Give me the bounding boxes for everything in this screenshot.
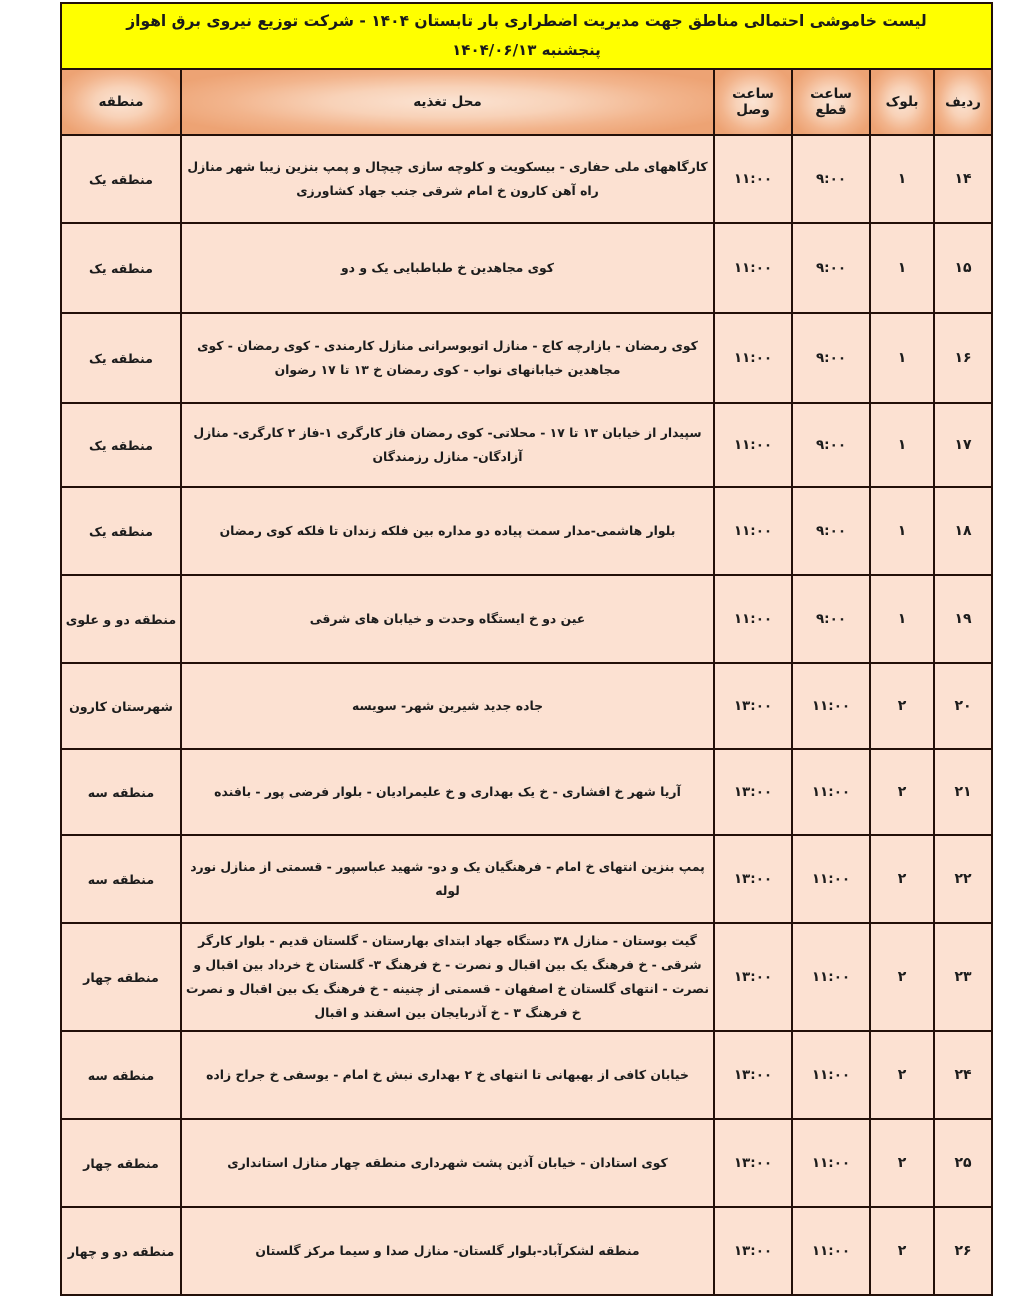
cell-blok: ۲ — [870, 835, 934, 923]
table-row — [61, 923, 992, 1031]
cell-blok: ۲ — [870, 749, 934, 835]
cell-vasl: ۱۳:۰۰ — [714, 1119, 792, 1207]
cell-radif: ۱۵ — [934, 223, 992, 313]
cell-mahal: کارگاههای ملی حفاری - بیسکویت و کلوچه سازی چیچال و پمپ بنزین زیبا شهر منازل راه آهن کارون خ امام شرقی جنب جهاد کشاورزی — [181, 135, 714, 223]
cell-vasl: ۱۱:۰۰ — [714, 135, 792, 223]
table-body — [61, 135, 992, 1295]
table-row — [61, 749, 992, 835]
cell-mahal: خیابان کافی از بهبهانی تا انتهای خ ۲ بهداری نبش خ امام - یوسفی خ جراح زاده — [181, 1031, 714, 1119]
table-row — [61, 1207, 992, 1295]
page-title: لیست خاموشی احتمالی مناطق جهت مدیریت اضطراری بار تابستان ۱۴۰۴ - شرکت توزیع نیروی برق اهواز — [126, 11, 927, 30]
cell-blok: ۲ — [870, 1207, 934, 1295]
cell-mantagheh: منطقه دو و چهار — [61, 1207, 181, 1295]
cell-mantagheh: منطقه چهار — [61, 923, 181, 1031]
cell-mantagheh: منطقه سه — [61, 749, 181, 835]
column-header-ghat: ساعت قطع — [792, 69, 870, 135]
cell-ghat: ۱۱:۰۰ — [792, 835, 870, 923]
table-row — [61, 487, 992, 575]
cell-mahal: منطقه لشکرآباد-بلوار گلستان- منازل صدا و سیما مرکز گلستان — [181, 1207, 714, 1295]
cell-radif: ۲۵ — [934, 1119, 992, 1207]
table-row — [61, 223, 992, 313]
cell-radif: ۲۴ — [934, 1031, 992, 1119]
cell-ghat: ۹:۰۰ — [792, 223, 870, 313]
title-banner — [61, 3, 992, 69]
cell-radif: ۲۱ — [934, 749, 992, 835]
table-row — [61, 575, 992, 663]
cell-mantagheh: منطقه یک — [61, 135, 181, 223]
column-header-mahal: محل تغذیه — [181, 69, 714, 135]
cell-mahal: کوی استادان - خیابان آذین پشت شهرداری منطقه چهار منازل استانداری — [181, 1119, 714, 1207]
cell-mantagheh: منطقه سه — [61, 835, 181, 923]
cell-radif: ۲۳ — [934, 923, 992, 1031]
cell-vasl: ۱۳:۰۰ — [714, 749, 792, 835]
cell-mahal: بلوار هاشمی-مدار سمت پیاده دو مداره بین فلکه زندان تا فلکه کوی رمضان — [181, 487, 714, 575]
table-row — [61, 1031, 992, 1119]
cell-vasl: ۱۳:۰۰ — [714, 923, 792, 1031]
cell-ghat: ۹:۰۰ — [792, 135, 870, 223]
cell-radif: ۱۸ — [934, 487, 992, 575]
table-row — [61, 1119, 992, 1207]
cell-ghat: ۹:۰۰ — [792, 575, 870, 663]
table-row — [61, 403, 992, 487]
cell-mantagheh: منطقه یک — [61, 403, 181, 487]
cell-mantagheh: شهرستان کارون — [61, 663, 181, 749]
cell-ghat: ۹:۰۰ — [792, 313, 870, 403]
cell-blok: ۱ — [870, 223, 934, 313]
cell-ghat: ۹:۰۰ — [792, 403, 870, 487]
cell-ghat: ۱۱:۰۰ — [792, 1031, 870, 1119]
cell-mahal: عین دو خ ایستگاه وحدت و خیابان های شرقی — [181, 575, 714, 663]
cell-mantagheh: منطقه یک — [61, 313, 181, 403]
cell-blok: ۱ — [870, 135, 934, 223]
cell-radif: ۱۶ — [934, 313, 992, 403]
cell-radif: ۲۲ — [934, 835, 992, 923]
table-row — [61, 663, 992, 749]
cell-ghat: ۱۱:۰۰ — [792, 663, 870, 749]
cell-vasl: ۱۳:۰۰ — [714, 1207, 792, 1295]
cell-blok: ۲ — [870, 663, 934, 749]
cell-radif: ۲۶ — [934, 1207, 992, 1295]
cell-vasl: ۱۱:۰۰ — [714, 575, 792, 663]
cell-vasl: ۱۱:۰۰ — [714, 487, 792, 575]
cell-blok: ۲ — [870, 1031, 934, 1119]
cell-mahal: کوی مجاهدین خ طباطبایی یک و دو — [181, 223, 714, 313]
cell-radif: ۱۴ — [934, 135, 992, 223]
cell-blok: ۱ — [870, 403, 934, 487]
column-header-vasl: ساعت وصل — [714, 69, 792, 135]
outage-sheet — [62, 2, 993, 1296]
table-row — [61, 313, 992, 403]
table-row — [61, 835, 992, 923]
cell-mahal: گیت بوستان - منازل ۳۸ دستگاه جهاد ابتدای بهارستان - گلستان قدیم - بلوار کارگر شرقی - خ فرهنگ یک بین اقبال و نصرت - خ فرهنگ ۳- گلستان خ خرداد بین اقبال و نصرت - انتهای گلستان خ اصفهان - قسمتی از چنینه - خ فرهنگ یک بین اقبال و نصرت خ فرهنگ ۳ - خ آذربایجان بین اسفند و اقبال — [181, 923, 714, 1031]
cell-ghat: ۹:۰۰ — [792, 487, 870, 575]
cell-mahal: کوی رمضان - بازارچه کاج - منازل اتوبوسرانی منازل کارمندی - کوی رمضان - کوی مجاهدین خیابانهای نواب - کوی رمضان خ ۱۳ تا ۱۷ رضوان — [181, 313, 714, 403]
cell-vasl: ۱۳:۰۰ — [714, 663, 792, 749]
cell-mantagheh: منطقه چهار — [61, 1119, 181, 1207]
cell-mahal: آریا شهر خ افشاری - خ یک بهداری و خ علیمرادیان - بلوار فرضی پور - بافنده — [181, 749, 714, 835]
cell-radif: ۲۰ — [934, 663, 992, 749]
cell-blok: ۲ — [870, 923, 934, 1031]
table-head — [61, 3, 992, 135]
column-header-radif: ردیف — [934, 69, 992, 135]
cell-mantagheh: منطقه سه — [61, 1031, 181, 1119]
cell-vasl: ۱۱:۰۰ — [714, 223, 792, 313]
cell-blok: ۱ — [870, 313, 934, 403]
cell-vasl: ۱۱:۰۰ — [714, 313, 792, 403]
cell-ghat: ۱۱:۰۰ — [792, 1207, 870, 1295]
cell-vasl: ۱۱:۰۰ — [714, 403, 792, 487]
cell-radif: ۱۹ — [934, 575, 992, 663]
cell-mantagheh: منطقه یک — [61, 223, 181, 313]
cell-ghat: ۱۱:۰۰ — [792, 749, 870, 835]
cell-mantagheh: منطقه دو و علوی — [61, 575, 181, 663]
cell-blok: ۱ — [870, 575, 934, 663]
outage-table — [60, 2, 993, 1296]
cell-vasl: ۱۳:۰۰ — [714, 1031, 792, 1119]
cell-mantagheh: منطقه یک — [61, 487, 181, 575]
page-date: پنجشنبه ۱۴۰۴/۰۶/۱۳ — [452, 41, 601, 60]
cell-mahal: پمپ بنزین انتهای خ امام - فرهنگیان یک و دو- شهید عباسپور - قسمتی از منازل نورد لوله — [181, 835, 714, 923]
cell-vasl: ۱۳:۰۰ — [714, 835, 792, 923]
table-row — [61, 135, 992, 223]
cell-ghat: ۱۱:۰۰ — [792, 923, 870, 1031]
column-header-blok: بلوک — [870, 69, 934, 135]
cell-mahal: جاده جدید شیرین شهر- سویسه — [181, 663, 714, 749]
title-banner-row — [61, 3, 992, 69]
cell-mahal: سپیدار از خیابان ۱۳ تا ۱۷ - محلاتی- کوی رمضان فاز کارگری ۱-فاز ۲ کارگری- منازل آزادگان- منازل رزمندگان — [181, 403, 714, 487]
cell-blok: ۲ — [870, 1119, 934, 1207]
cell-blok: ۱ — [870, 487, 934, 575]
column-header-mantagheh: منطقه — [61, 69, 181, 135]
cell-radif: ۱۷ — [934, 403, 992, 487]
cell-ghat: ۱۱:۰۰ — [792, 1119, 870, 1207]
column-header-row — [61, 69, 992, 135]
